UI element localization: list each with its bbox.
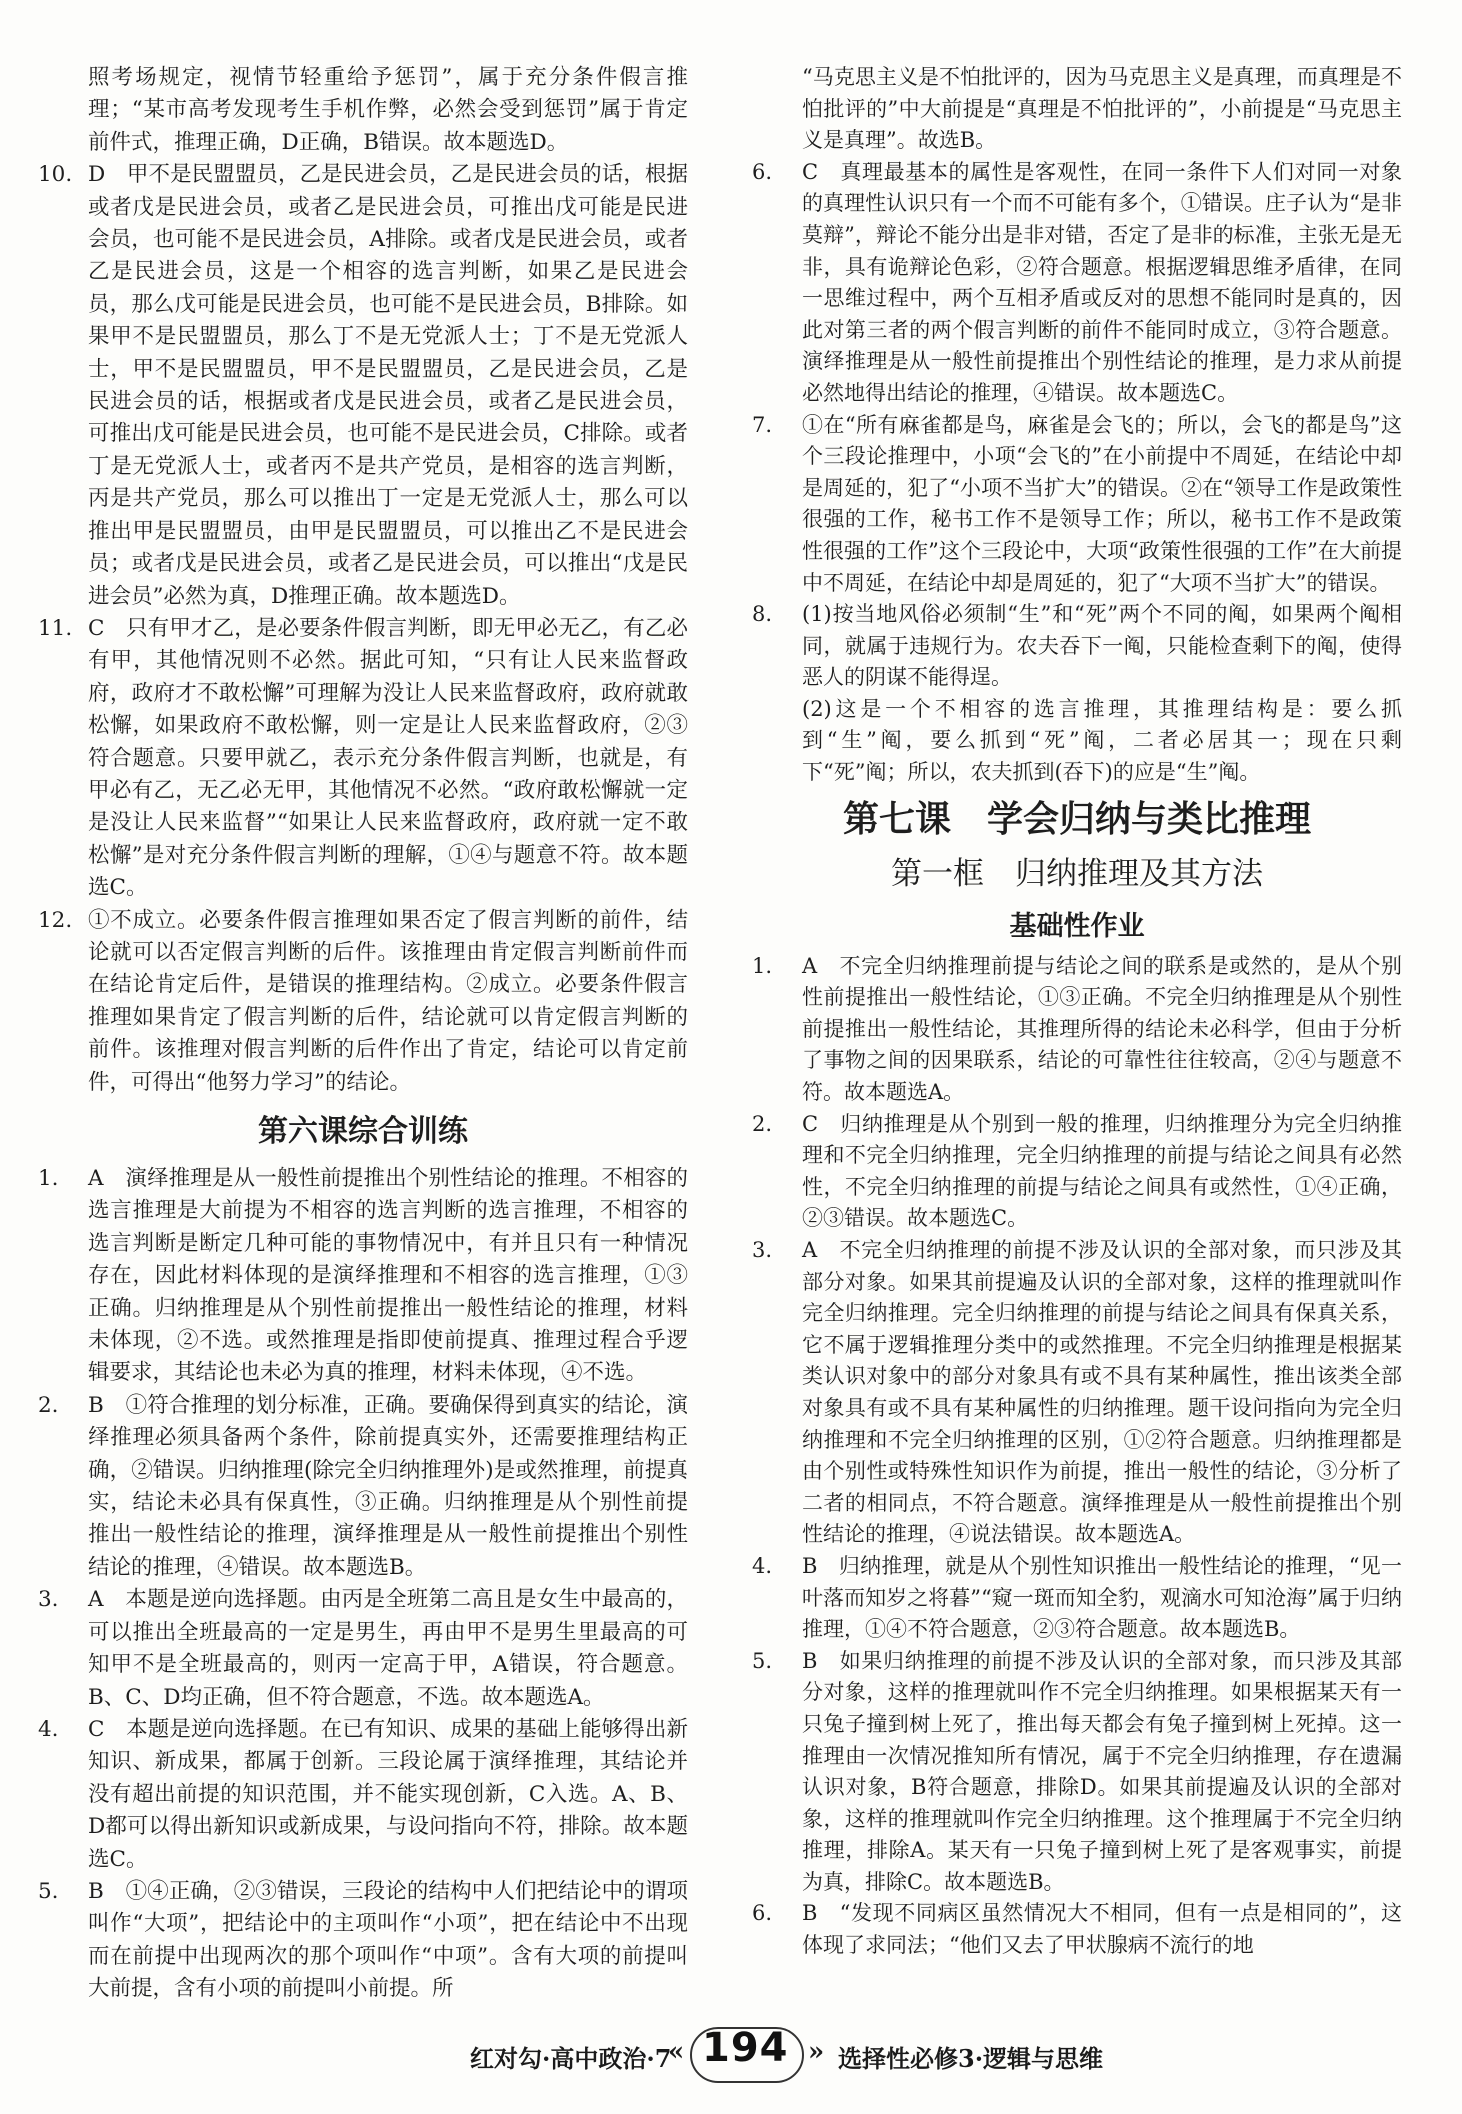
footer-left-arrows: « [668,2037,685,2067]
answer-number: 5. [752,1648,773,1673]
answer-number: 4. [38,1716,59,1742]
answer-number: 5. [38,1878,59,1904]
answer-item [38,1390,688,1584]
answer-number: 6. [752,1901,773,1926]
answer-item [38,613,688,905]
footer-course-title: 选择性必修3·逻辑与思维 [838,2044,1104,2073]
answer-8-part2: (2)这是一个不相容的选言推理，其推理结构是：要么抓到“生”阄，要么抓到“死”阄，二者必居其一；现在只剩下“死”阄；所以，农夫抓到(吞下)的应是“生”阄。 [802,696,1402,785]
answer-text: C 本题是逆向选择题。在已有知识、成果的基础上能够得出新知识、新成果，都属于创新。三段论属于演绎推理，其结论并没有超出前提的知识范围，并不能实现创新，C入选。A、B、D都可以得出新知识或新成果，与设问指向不符，排除。故本题选C。 [88,1716,688,1872]
answer-item [752,1898,1402,1961]
answer-text: A 不完全归纳推理的前提不涉及认识的全部对象，而只涉及其部分对象。如果其前提遍及认识的全部对象，这样的推理就叫作完全归纳推理。完全归纳推理的前提与结论之间具有保真关系，它不属于逻辑推理分类中的或然推理。不完全归纳推理是根据某类认识对象中的部分对象具有或不具有某种属性，推出该类全部对象具有或不具有某种属性的归纳推理。题干设问指向为完全归纳推理和不完全归纳推理的区别，①②符合题意。归纳推理都是由个别性或特殊性知识作为前提，推出一般性的结论，③分析了二者的相同点，不符合题意。演绎推理是从一般性前提推出个别性结论的推理，④说法错误。故本题选A。 [802,1238,1402,1547]
answer-number: 6. [752,159,773,184]
answer-number: 2. [752,1111,773,1136]
page-number: 194 [702,2025,789,2071]
answer-text: D 甲不是民盟盟员，乙是民进会员，乙是民进会员的话，根据或者戊是民进会员，或者乙是民进会员，可推出戊可能是民进会员，也可能不是民进会员，A排除。或者戊是民进会员，或者乙是民进会员，这是一个相容的选言判断，如果乙是民进会员，那么戊可能是民进会员，也可能不是民进会员，B排除。如果甲不是民盟盟员，那么丁不是无党派人士；丁不是无党派人士，甲不是民盟盟员，甲不是民盟盟员，乙是民进会员，乙是民进会员的话，根据或者戊是民进会员，或者乙是民进会员，可推出戊可能是民进会员，也可能不是民进会员，C排除。或者丁是无党派人士，或者丙不是共产党员，是相容的选言判断，丙是共产党员，那么可以推出丁一定是无党派人士，那么可以推出甲是民盟盟员，由甲是民盟盟员，可以推出乙不是民进会员；或者戊是民进会员，或者乙是民进会员，可以推出“戊是民进会员”必然为真，D推理正确。故本题选D。 [88,162,688,609]
answer-number: 10. [38,162,73,188]
answer-text: B 如果归纳推理的前提不涉及认识的全部对象，而只涉及其部分对象，这样的推理就叫作不完全归纳推理。如果根据某天有一只兔子撞到树上死了，推出每天都会有兔子撞到树上死掉。这一推理由一次情况推知所有情况，属于不完全归纳推理，存在遗漏认识对象，B符合题意，排除D。如果其前提遍及认识的全部对象，这样的推理就叫作完全归纳推理。这个推理属于不完全归纳推理，排除A。某天有一只兔子撞到树上死了是客观事实，前提为真，排除C。故本题选B。 [802,1648,1402,1894]
answer-item [752,62,1402,157]
answer-item [752,951,1402,1109]
answer-item [38,1163,688,1390]
basic-homework-title: 基础性作业 [1009,910,1145,942]
answer-item [752,157,1402,410]
answer-text: ①在“所有麻雀都是鸟，麻雀是会飞的；所以，会飞的都是鸟”这个三段论推理中，小项“会飞的”在小前提中不周延，在结论中却是周延的，犯了“小项不当扩大”的错误。②在“领导工作是政策性很强的工作，秘书工作不是领导工作；所以，秘书工作不是政策性很强的工作”这个三段论中，大项“政策性很强的工作”在大前提中不周延，在结论中却是周延的，犯了“大项不当扩大”的错误。 [802,412,1402,595]
answer-number: 3. [752,1238,773,1262]
left-column [38,62,688,2006]
answer-item [38,905,688,1099]
answer-item [752,1551,1402,1646]
answer-text: A 本题是逆向选择题。由丙是全班第二高且是女生中最高的，可以推出全班最高的一定是男生，再由甲不是男生里最高的可知甲不是全班最高的，则丙一定高于甲，A错误，符合题意。B、C、D均正确，但不符合题意，不选。故本题选A。 [88,1587,688,1710]
answer-number: 3. [38,1587,59,1613]
page-footer [0,2025,1462,2085]
answer-item [752,410,1402,600]
right-column [752,62,1402,1962]
answer-number: 2. [38,1392,59,1418]
answer-item [38,159,688,613]
answer-item [752,1235,1402,1551]
answer-number: 8. [752,602,773,627]
answer-text: C 真理最基本的属性是客观性，在同一条件下人们对同一对象的真理性认识只有一个而不可能有多个，①错误。庄子认为“是非莫辩”，辩论不能分出是非对错，否定了是非的标准，主张无是无非，具有诡辩论色彩，②符合题意。根据逻辑思维矛盾律，在同一思维过程中，两个互相矛盾或反对的思想不能同时是真的，因此对第三者的两个假言判断的前件不能同时成立，③符合题意。演绎推理是从一般性前提推出个别性结论的推理，是力求从前提必然地得出结论的推理，④错误。故本题选C。 [802,159,1402,405]
answer-number [752,62,802,157]
answer-text: B ①④正确，②③错误，三段论的结构中人们把结论中的谓项叫作“大项”，把结论中的主项叫作“小项”，把在结论中不出现而在前提中出现两次的那个项叫作“中项”。含有大项的前提叫大前提，含有小项的前提叫小前提。所 [88,1878,688,2002]
answer-number: 4. [752,1553,773,1578]
left-continuation-text: 照考场规定，视情节轻重给予惩罚”，属于充分条件假言推理；“某市高考发现考生手机作弊，必然会受到惩罚”属于肯定前件式，推理正确，D正确，B错误。故本题选D。 [88,65,688,155]
answer-number: 7. [752,412,773,437]
footer-right-arrows: » [808,2037,825,2067]
footer-book-title: 红对勾·高中政治·7 [470,2044,672,2073]
answer-text: A 演绎推理是从一般性前提推出个别性结论的推理。不相容的选言推理是大前提为不相容的选言判断的选言推理，不相容的选言判断是断定几种可能的事物情况中，有并且只有一种情况存在，因此材料体现的是演绎推理和不相容的选言推理，①③正确。归纳推理是从个别性前提推出一般性结论的推理，材料未体现，②不选。或然推理是指即使前提真、推理过程合乎逻辑要求，其结论也未必为真的推理，材料未体现，④不选。 [88,1166,688,1386]
answer-text: (1)按当地风俗必须制“生”和“死”两个不同的阄，如果两个阄相同，就属于违规行为。农夫吞下一阄，只能检查剩下的阄，使得恶人的阴谋不能得逞。 [802,602,1402,690]
answer-text: B “发现不同病区虽然情况大不相同，但有一点是相同的”，这体现了求同法；“他们又去了甲状腺病不流行的地 [802,1901,1402,1958]
answer-text: B ①符合推理的划分标准，正确。要确保得到真实的结论，演绎推理必须具备两个条件，除前提真实外，还需要推理结构正确，②错误。归纳推理(除完全归纳推理外)是或然推理，前提真实，结论未必具有保真性，③正确。归纳推理是从个别性前提推出一般性结论的推理，演绎推理是从一般性前提推出个别性结论的推理，④错误。故本题选B。 [88,1392,688,1580]
answer-item [752,1646,1402,1899]
answer-number: 12. [38,907,73,933]
answer-item [752,1109,1402,1235]
right-answer-list-b [752,951,1402,1962]
answer-number: 1. [38,1166,59,1191]
frame1-title: 第一框 归纳推理及其方法 [891,855,1263,892]
section-title-lesson6-review: 第六课综合训练 [258,1114,468,1149]
answer-text: C 只有甲才乙，是必要条件假言判断，即无甲必无乙，有乙必有甲，其他情况则不必然。据此可知，“只有让人民来监督政府，政府才不敢松懈”可理解为没让人民来监督政府，政府就敢松懈，如果政府不敢松懈，则一定是让人民来监督政府，②③符合题意。只要甲就乙，表示充分条件假言判断，也就是，有甲必有乙，无乙必无甲，其他情况不必然。“政府敢松懈就一定是没让人民来监督”“如果让人民来监督政府，政府就一定不敢松懈”是对充分条件假言判断的理解，①④与题意不符。故本题选C。 [88,615,688,901]
answer-item [38,1584,688,1714]
answer-text: A 不完全归纳推理前提与结论之间的联系是或然的，是从个别性前提推出一般性结论，①③正确。不完全归纳推理是从个别性前提推出一般性结论，其推理所得的结论未必科学，但由于分析了事物之间的因果联系，结论的可靠性往往较高，②④与题意不符。故本题选A。 [802,953,1402,1105]
right-answer-list-a [752,62,1402,694]
answer-text: C 归纳推理是从个别到一般的推理，归纳推理分为完全归纳推理和不完全归纳推理，完全归纳推理的前提与结论之间具有必然性，不完全归纳推理的前提与结论之间具有或然性，①④正确，②③错误。故本题选C。 [802,1111,1402,1231]
answer-number: 1. [752,953,773,978]
lesson7-title: 第七课 学会归纳与类比推理 [842,797,1311,840]
answer-item [752,599,1402,694]
answer-text: ①不成立。必要条件假言推理如果否定了假言判断的前件，结论就可以否定假言判断的后件。该推理由肯定假言判断前件而在结论肯定后件，是错误的推理结构。②成立。必要条件假言推理如果肯定了假言判断的后件，结论就可以肯定假言判断的前件。该推理对假言判断的后件作出了肯定，结论可以肯定前件，可得出“他努力学习”的结论。 [88,907,688,1095]
answer-item [38,1714,688,1876]
answer-number: 11. [38,615,73,641]
answer-text: “马克思主义是不怕批评的，因为马克思主义是真理，而真理是不怕批评的”中大前提是“真理是不怕批评的”，小前提是“马克思主义是真理”。故选B。 [802,65,1402,153]
left-answer-list-b [38,1163,688,2006]
answer-text: B 归纳推理，就是从个别性知识推出一般性结论的推理，“见一叶落而知岁之将暮”“窥一斑而知全豹，观滴水可知沧海”属于归纳推理，①④不符合题意，②③符合题意。故本题选B。 [802,1553,1402,1642]
left-answer-list-a [38,159,688,1099]
answer-item [38,1876,688,2006]
